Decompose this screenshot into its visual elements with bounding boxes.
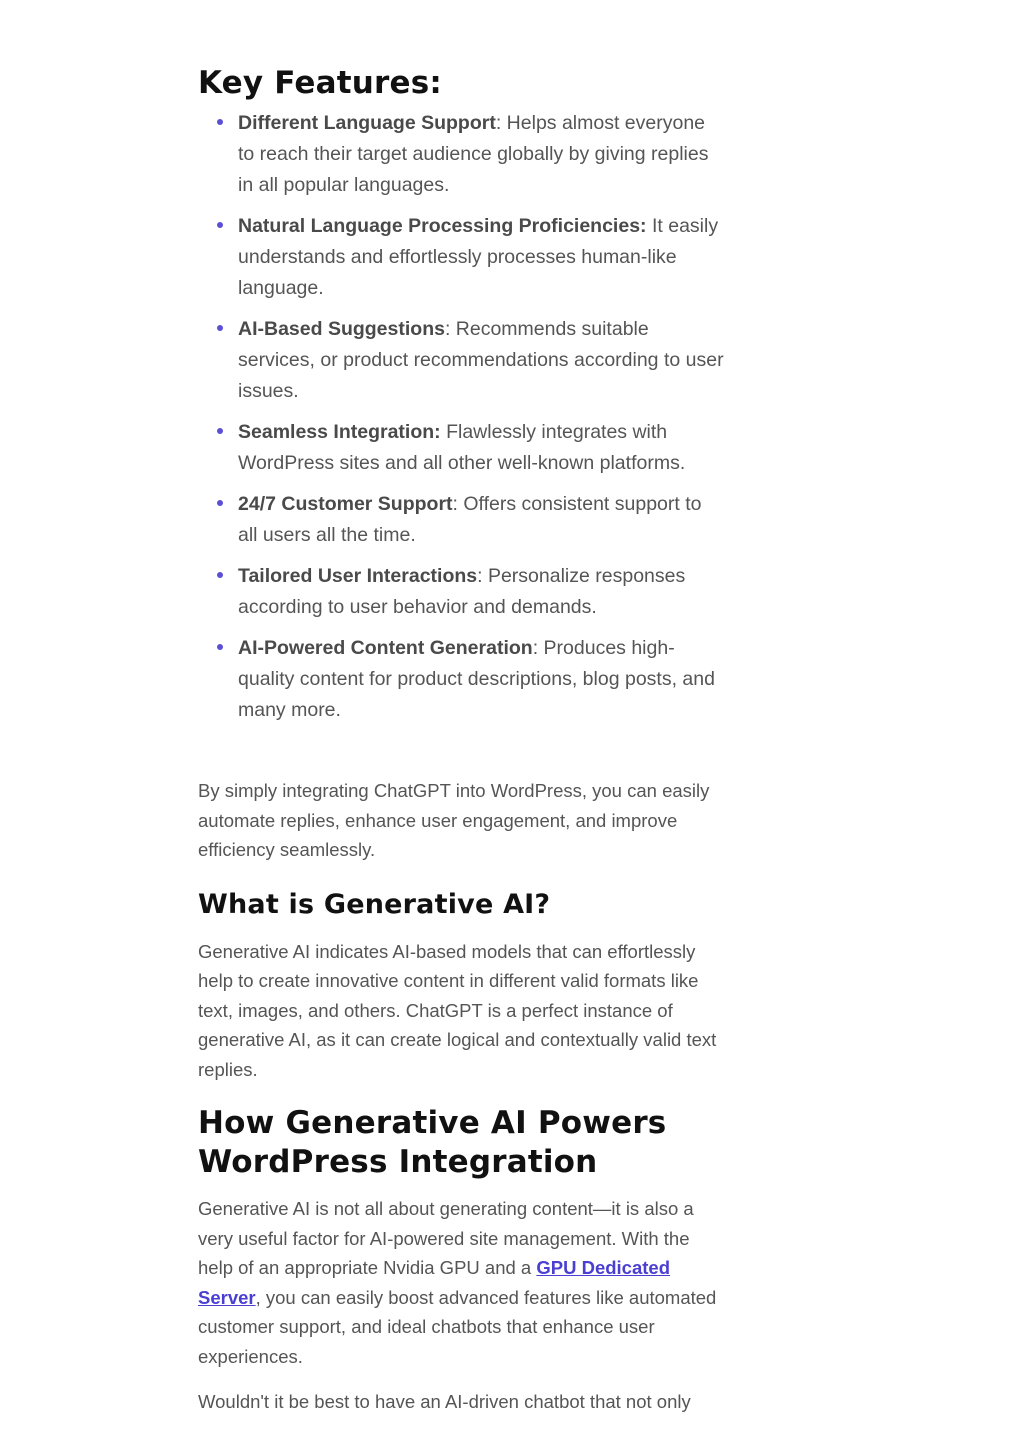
bullet-icon [217, 572, 223, 578]
feature-label: AI-Based Suggestions [238, 318, 445, 340]
feature-label: AI-Powered Content Generation [238, 637, 533, 659]
how-powers-paragraph [198, 1194, 724, 1371]
feature-text: : Recommends suitable services, or product recommendations according to user issues. [238, 318, 724, 402]
feature-label: 24/7 Customer Support [238, 493, 453, 515]
feature-label: Natural Language Processing Proficiencies: [238, 215, 647, 237]
list-item [217, 108, 724, 201]
bullet-icon [217, 428, 223, 434]
bullet-icon [217, 119, 223, 125]
gpu-dedicated-server-link[interactable]: GPU Dedicated Server [198, 1257, 671, 1308]
list-item [217, 489, 724, 551]
feature-text: : Produces high-quality content for product descriptions, blog posts, and many more. [238, 637, 715, 721]
chatbot-paragraph: Wouldn't it be best to have an AI-driven chatbot that not only [198, 1391, 691, 1412]
list-item [217, 417, 724, 479]
article-content [198, 60, 724, 1417]
bullet-icon [217, 500, 223, 506]
bullet-icon [217, 644, 223, 650]
bullet-icon [217, 222, 223, 228]
feature-text: Flawlessly integrates with WordPress sites and all other well-known platforms. [238, 421, 686, 474]
key-features-list [198, 108, 724, 726]
feature-label: Different Language Support [238, 112, 496, 134]
generative-ai-heading: What is Generative AI? [198, 888, 551, 920]
feature-text: : Helps almost everyone to reach their target audience globally by giving replies in all popular languages. [238, 112, 709, 196]
list-item [217, 314, 724, 407]
key-features-heading: Key Features: [198, 65, 443, 101]
paragraph-text: Generative AI is not all about generating content—it is also a very useful factor for AI-powered site management. With the help of an appropriate Nvidia GPU and a [198, 1198, 694, 1278]
bullet-icon [217, 325, 223, 331]
feature-label: Seamless Integration: [238, 421, 441, 443]
feature-text: : Personalize responses according to user behavior and demands. [238, 565, 686, 618]
feature-label: Tailored User Interactions [238, 565, 478, 587]
feature-text: : Offers consistent support to all users all the time. [238, 493, 702, 546]
paragraph-text: , you can easily boost advanced features like automated customer support, and ideal chatbots that enhance user experiences. [198, 1286, 717, 1367]
list-item [217, 561, 724, 623]
list-item [217, 633, 724, 726]
how-powers-heading: How Generative AI Powers WordPress Integration [198, 1105, 667, 1180]
generative-ai-paragraph: Generative AI indicates AI-based models that can effortlessly help to create innovative content in different valid formats like text, images, and others. ChatGPT is a perfect instance of generative AI, as it can create logical and contextually valid text replies. [198, 940, 717, 1080]
intro-paragraph: By simply integrating ChatGPT into WordPress, you can easily automate replies, enhance user engagement, and improve efficiency seamlessly. [198, 780, 710, 860]
list-item [217, 211, 724, 304]
feature-text: It easily understands and effortlessly processes human-like language. [238, 215, 719, 299]
